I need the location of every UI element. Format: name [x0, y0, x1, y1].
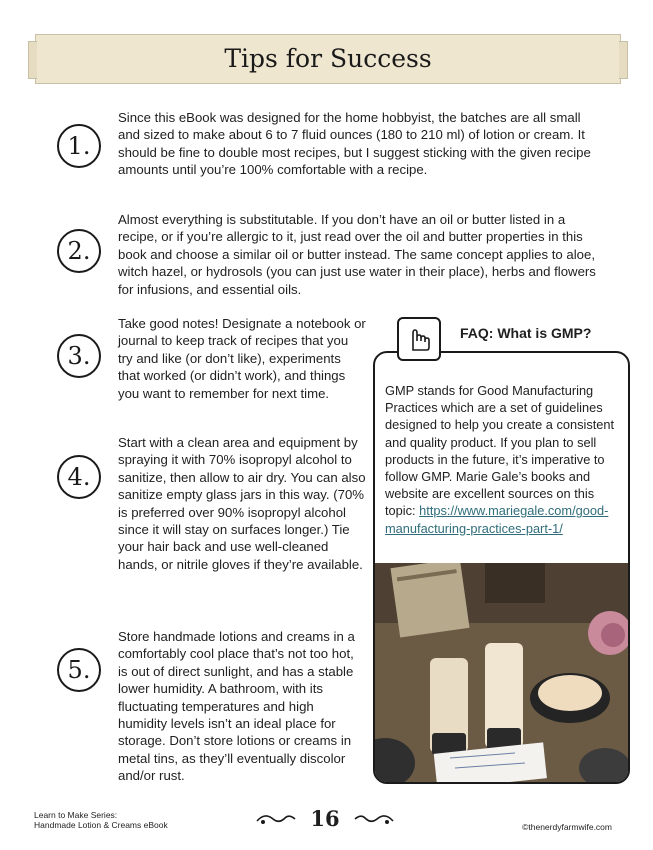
tip-text-2: Almost everything is substitutable. If you don’t have an oil or butter listed in a recipe, or if you’re allergic to it, just read over the oil and butter properties in this book and choose a similar oil or butter instead. The same concept applies to aloe, witch hazel, or hydrosols (you can just use water in their place), herbs and flowers for infusions, and essential oils. — [118, 212, 596, 297]
pointing-hand-icon — [397, 317, 441, 361]
tip-number-4: 4. — [57, 455, 101, 499]
page-title: Tips for Success — [224, 44, 432, 73]
faq-title: FAQ: What is GMP? — [460, 325, 592, 341]
faq-box — [373, 351, 630, 784]
faq-body-text: GMP stands for Good Manufacturing Practices which are a set of guidelines designed to help you create a consistent and quality product. If you plan to sell products in the future, it’s imperative to follow GMP. Marie Gale’s books and website are excellent sources on this topic: — [385, 383, 615, 519]
footer-series-line1: Learn to Make Series: — [34, 810, 118, 820]
tip-number-2: 2. — [57, 229, 101, 273]
footer-series-line2: Handmade Lotion & Creams eBook — [34, 820, 168, 830]
tip-number-5: 5. — [57, 648, 101, 692]
page-number-block — [255, 806, 395, 832]
tip-text-5: Store handmade lotions and creams in a comfortably cool place that’s not too hot, is out of direct sunlight, and has a stable lower humidity. A bathroom, with its fluctuating temperatures and high humidity levels isn’t an ideal place for storage. Don’t store lotions or creams in metal tins, as they’ll eventually discolor and/or rust. — [118, 629, 355, 784]
tip-number-1: 1. — [57, 124, 101, 168]
footer-website: ©thenerdyfarmwife.com — [522, 822, 612, 832]
lotion-products-photo — [375, 563, 628, 784]
faq-link[interactable]: https://www.mariegale.com/good-manufacturing-practices-part-1/ — [385, 503, 609, 536]
page-number: 16 — [310, 806, 340, 831]
tip-number-3: 3. — [57, 334, 101, 378]
tip-text-3: Take good notes! Designate a notebook or journal to keep track of recipes that you try and like (or don’t like), experiments that worked (or didn’t work), and things you want to remember for next time. — [118, 316, 366, 401]
title-banner — [35, 34, 621, 84]
footer-series — [34, 810, 168, 830]
tip-text-4: Start with a clean area and equipment by spraying it with 70% isopropyl alcohol to sanitize, then allow to air dry. You can also sanitize empty glass jars in this way. (70% is preferred over 90% isopropyl alcohol since it will stay on surfaces longer.) Tie your hair back and use well-cleaned hands, or nitrile gloves if they’re available. — [118, 435, 366, 572]
tip-text-1: Since this eBook was designed for the home hobbyist, the batches are all small and sized to make about 6 to 7 fluid ounces (180 to 210 ml) of lotion or cream. It should be fine to double most recipes, but I suggest sticking with the given recipe amounts until you’re 100% comfortable with a recipe. — [118, 110, 591, 178]
faq-body — [385, 382, 623, 537]
